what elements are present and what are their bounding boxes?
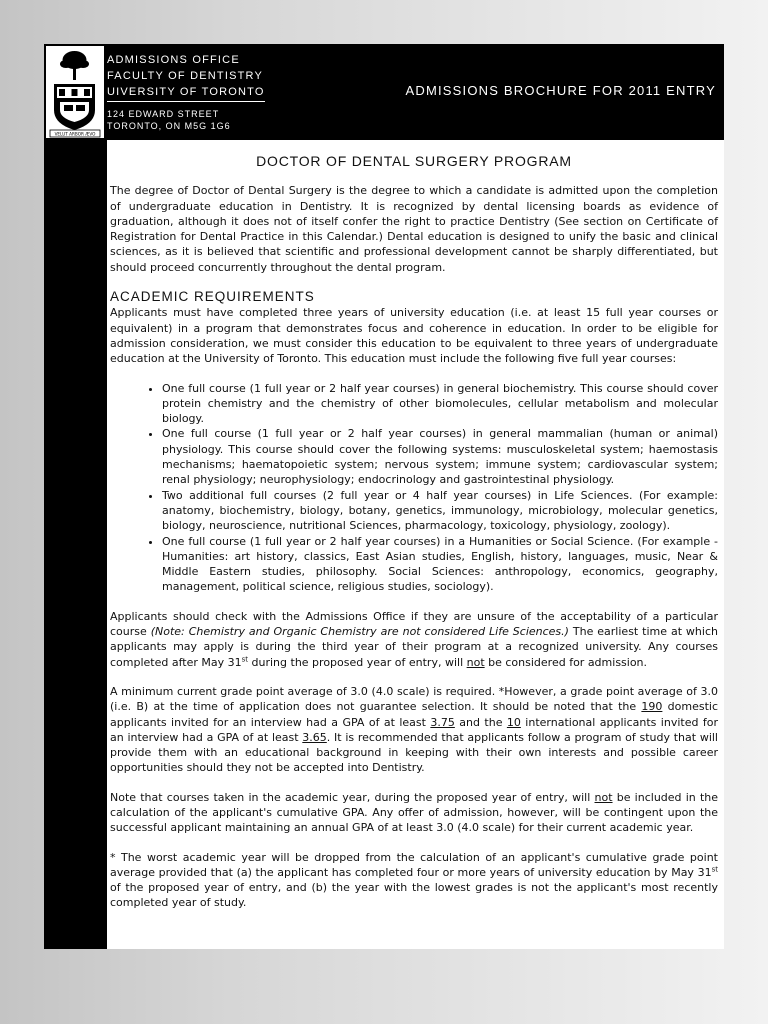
address-street: 124 EDWARD STREET [107, 109, 220, 119]
text-span: domestic applicants invited for an interview had a GPA of at least [110, 700, 718, 729]
text-span: international applicants invited for an interview had a GPA of at least [110, 715, 718, 744]
main-content [110, 154, 718, 925]
worst-year-note [110, 850, 718, 911]
crest-motto: VELUT ARBOR ÆVO [54, 131, 96, 137]
section-title-academic: ACADEMIC REQUIREMENTS [110, 289, 315, 305]
program-title: DOCTOR OF DENTAL SURGERY PROGRAM [256, 153, 572, 169]
org-line-faculty: FACULTY OF DENTISTRY [107, 70, 264, 82]
header-bar [44, 44, 724, 140]
emphasis-not: not [594, 790, 613, 804]
text-span: be included in the calculation of the applicant's cumulative GPA. Any offer of admission, however, will be contingent upon the successful applicant maintaining an annual GPA of at least 3.0 (4.0 scale) for their current academic year. [110, 790, 719, 835]
text-span: be considered for admission. [484, 655, 648, 669]
text-span: Note that courses taken in the academic year, during the proposed year of entry, will [110, 790, 595, 804]
university-crest-icon [46, 46, 104, 138]
international-count: 10 [506, 715, 521, 729]
course-item: • One full course (1 full year or 2 half year courses) in general biochemistry. This course should cover protein chemistry and the chemistry of other biomolecules, cellular metabolism and molecular biology. [162, 381, 718, 427]
program-intro: The degree of Doctor of Dental Surgery is the degree to which a candidate is admitted upon the completion of undergraduate education in Dentistry. It is recognized by dental licensing boards as evidence of graduation, although it does not of itself confer the right to practice Dentistry (See section on Certificate of Registration for Dental Practice in this Calendar.) Dental education is designed to unify the basic and clinical sciences, as it is believed that scientific and professional development cannot be sharply differentiated, but should proceed concurrently throughout the dental program. [110, 184, 718, 274]
domestic-count: 190 [641, 700, 663, 714]
chemistry-note: (Note: Chemistry and Organic Chemistry are not considered Life Sciences.) [150, 625, 569, 639]
check-admissions-paragraph [110, 609, 718, 670]
superscript: st [711, 865, 718, 874]
text-span: A minimum current grade point average of 3.0 (4.0 scale) is required. *However, a grade point average of 3.0 (i.e. B) at the time of application does not guarantee selection. It should be noted that the [110, 684, 718, 714]
text-span: * The worst academic year will be dropped from the calculation of an applicant's cumulative grade point average provided that (a) the applicant has completed four or more years of university education by May 31 [110, 850, 718, 879]
academic-intro: Applicants must have completed three years of university education (i.e. at least 15 full year courses or equivalent) in a program that demonstrates focus and coherence in education. In order to be eligible for admission consideration, we must consider this education to be equivalent to three years of undergraduate education at the University of Toronto. This education must include the following five full year courses: [110, 306, 718, 366]
text-span: during the proposed year of entry, will [248, 655, 467, 669]
course-list [110, 381, 718, 595]
course-item: • One full course (1 full year or 2 half year courses) in a Humanities or Social Science. (For example - Humanities: art history, classics, East Asian studies, English, history, languages, music, Near & Middle Eastern studies, philosophy. Social Sciences: anthropology, economics, geography, management, political science, religious studies, sociology). [162, 534, 718, 595]
org-line-university: UIVERSITY OF TORONTO [107, 84, 265, 102]
text-span: Applicants should check with the Admissions Office if they are unsure of the acceptability of a particular course [110, 609, 718, 639]
cumulative-gpa-note [110, 790, 718, 836]
address [107, 108, 231, 132]
course-item: • One full course (1 full year or 2 half year courses) in general mammalian (human or animal) physiology. This course should cover the following systems: musculoskeletal system; haemostasis mechanisms; haematopoietic system; nervous system; immune system; cardiovascular system; renal physiology; neurophysiology; endocrinology and gastrointestinal physiology. [162, 426, 718, 487]
course-item: • Two additional full courses (2 full year or 4 half year courses) in Life Sciences. (For example: anatomy, biochemistry, biology, botany, genetics, immunology, microbiology, molecular genetics, biology, neuroscience, nutritional Sciences, pharmacology, toxicology, physiology, zoology). [162, 488, 718, 534]
domestic-gpa: 3.75 [430, 715, 455, 729]
org-lines [107, 52, 267, 102]
brochure-title: ADMISSIONS BROCHURE FOR 2011 ENTRY [405, 83, 716, 98]
brochure-page [44, 44, 724, 949]
text-span: The earliest time at which applicants may apply is during the third year of their program at a recognized university. Any courses completed after May 31 [110, 625, 718, 669]
gpa-paragraph [110, 684, 718, 776]
org-line-admissions: ADMISSIONS OFFICE [107, 54, 240, 66]
superscript: st [241, 654, 249, 663]
text-span: of the proposed year of entry, and (b) the year with the lowest grades is not the applicant's most recently completed year of study. [110, 881, 718, 910]
address-city: TORONTO, ON M5G 1G6 [107, 121, 231, 131]
international-gpa: 3.65 [302, 730, 327, 744]
left-sidebar-bar [44, 140, 107, 949]
emphasis-not: not [466, 655, 485, 669]
text-span: . It is recommended that applicants follow a program of study that will provide them with an educational background in keeping with their own interests and possible career opportunities should they not be accepted into Dentistry. [110, 730, 718, 775]
text-span: and the [454, 715, 507, 729]
